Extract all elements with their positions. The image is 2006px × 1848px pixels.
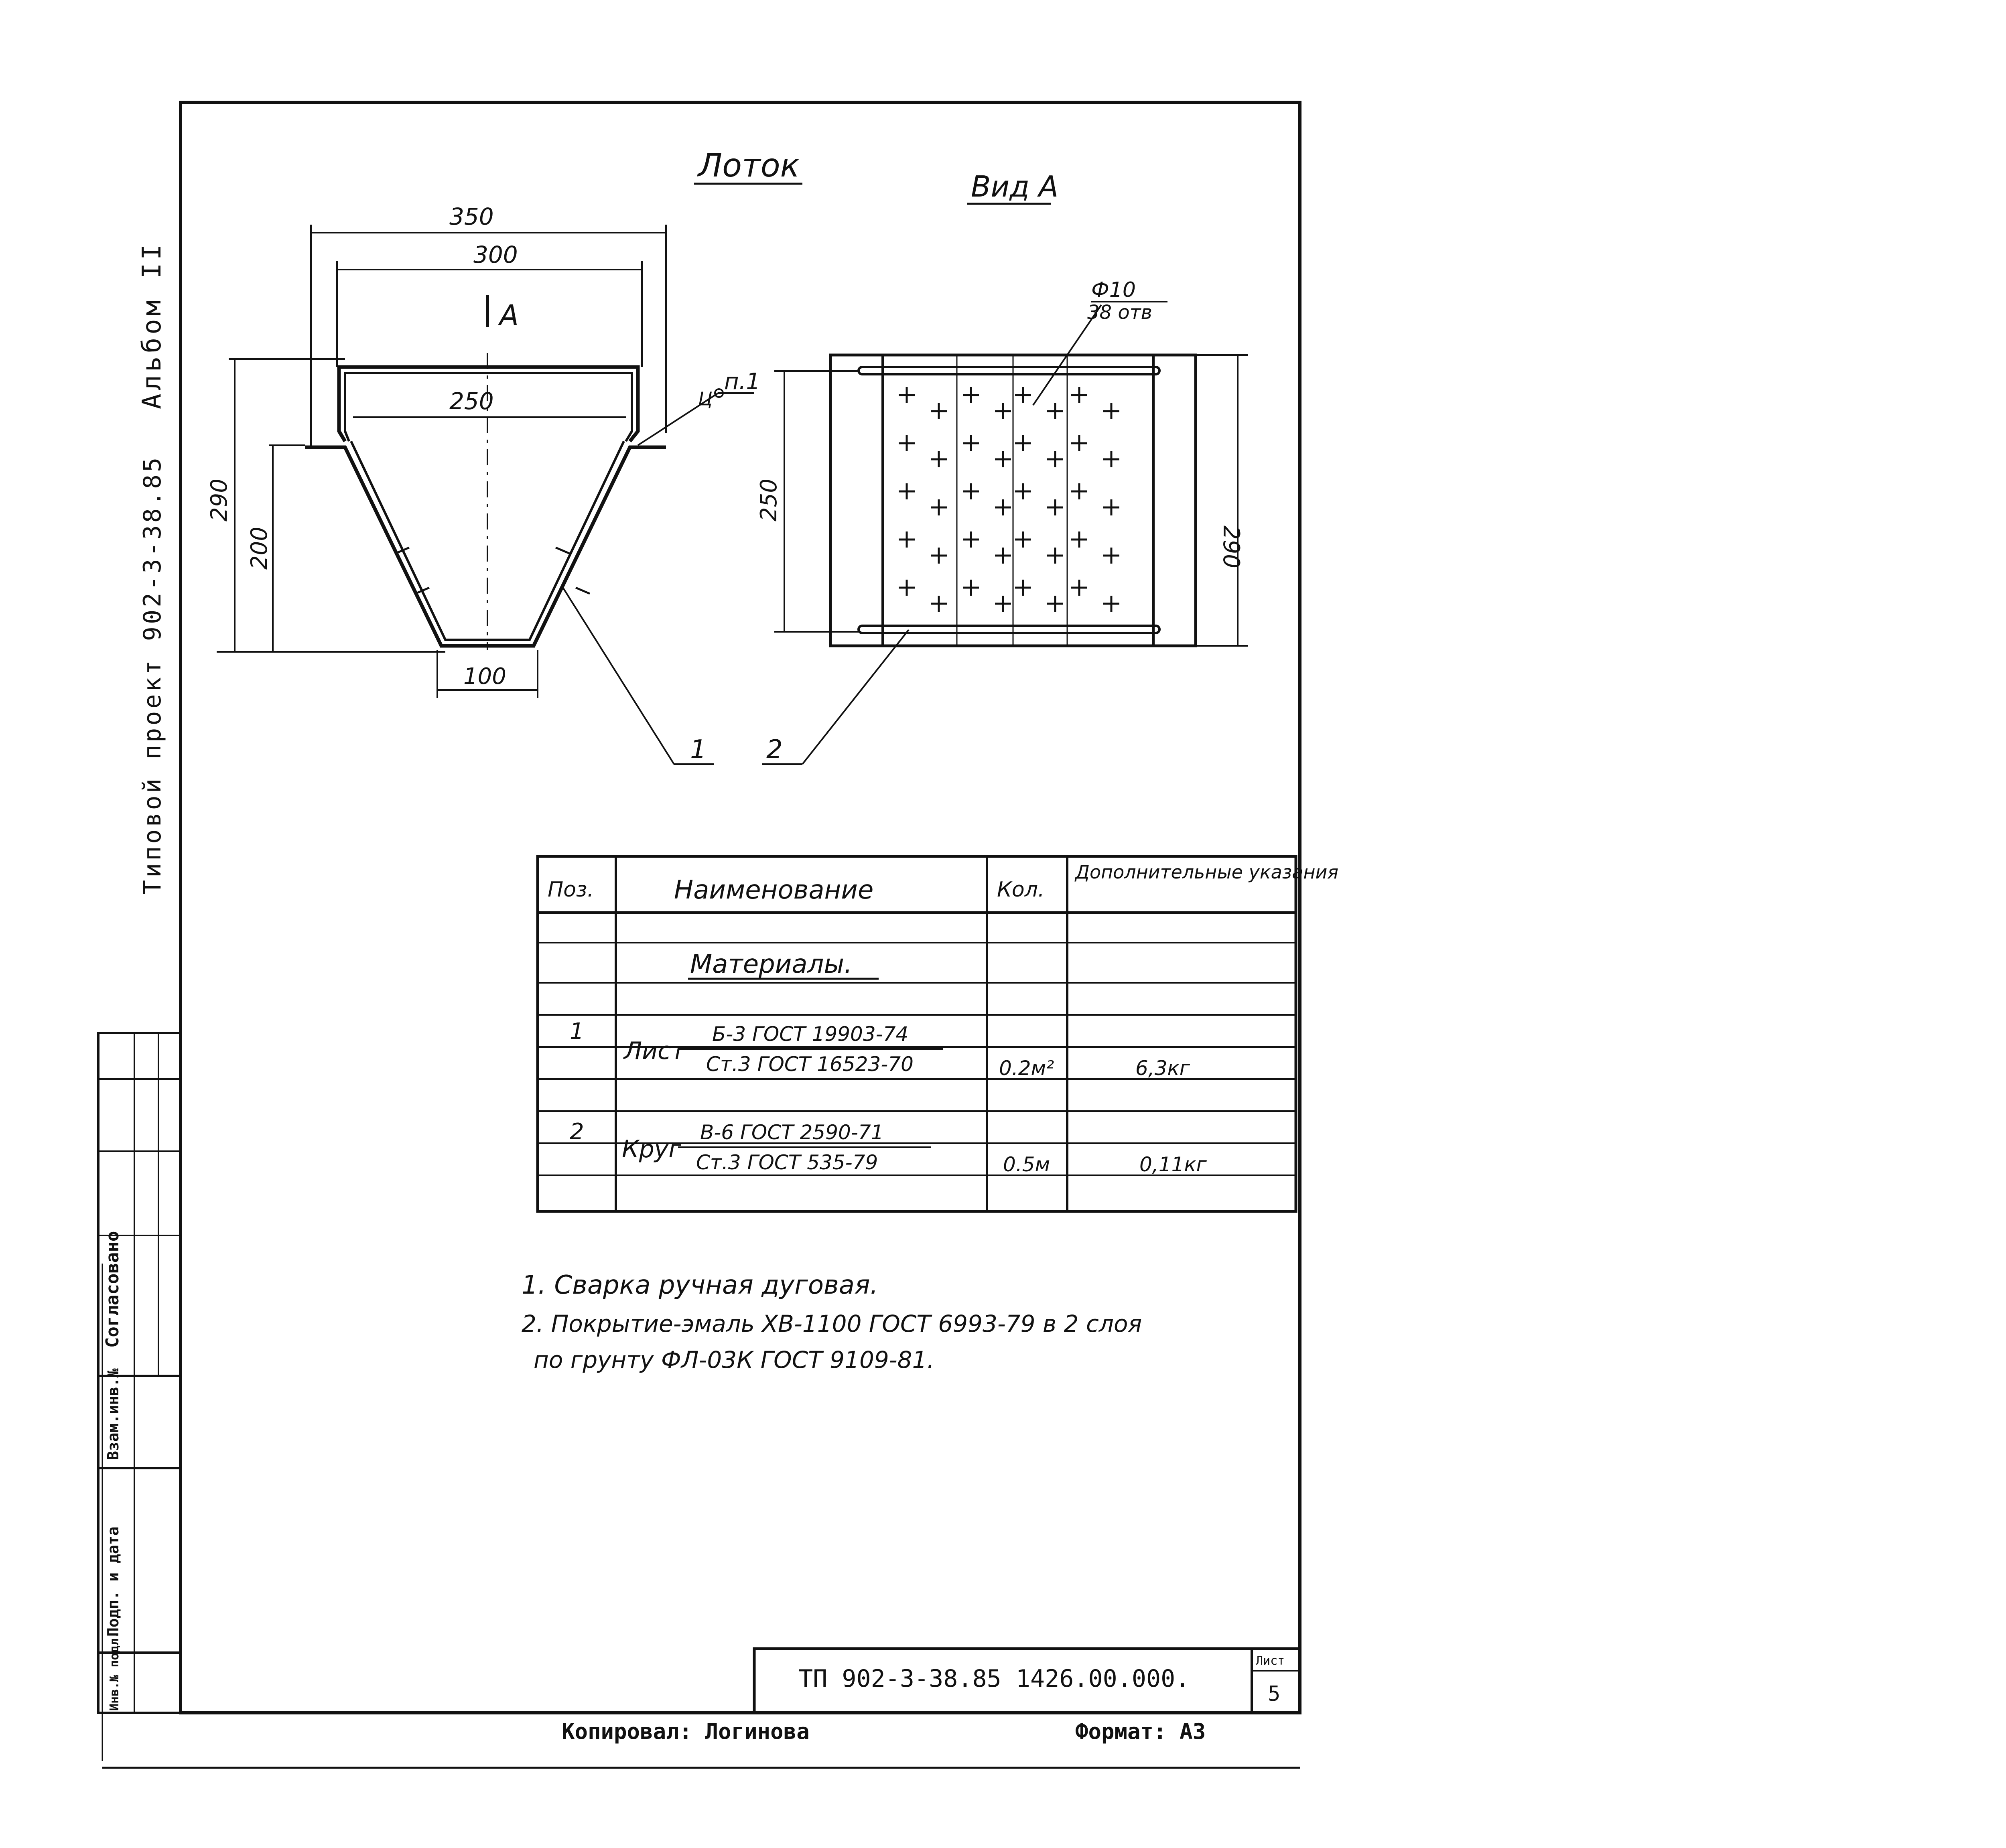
header-name: Наименование: [674, 875, 874, 905]
dim-290-view: 290: [1218, 525, 1244, 568]
item-2-denominator: Ст.3 ГОСТ 535-79: [696, 1151, 878, 1174]
project-label: Типовой проект 902-3-38.85: [138, 455, 166, 895]
item-2-qty: 0.5м: [1003, 1153, 1050, 1176]
spec-table: [538, 856, 1338, 1211]
rod-bottom: [859, 626, 1159, 633]
rod-diameter: Ф10: [1091, 278, 1136, 302]
tray-profile: [305, 447, 666, 646]
header-pos: Поз.: [548, 878, 594, 902]
item-1-extra: 6,3кг: [1135, 1057, 1190, 1080]
album-label: Альбом II: [137, 241, 167, 409]
item-2-numerator: В-6 ГОСТ 2590-71: [700, 1121, 884, 1144]
left-strip: [98, 1033, 181, 1713]
tray-section: [206, 147, 802, 765]
rod-holes: 38 отв: [1087, 301, 1152, 324]
note-ref: п.1: [724, 369, 761, 395]
view-a: [756, 170, 1248, 765]
item-1-qty: 0.2м²: [999, 1057, 1054, 1080]
note-1: 1. Сварка ручная дуговая.: [522, 1270, 878, 1300]
header-extra: Дополнительные указания: [1075, 861, 1339, 883]
item-2-extra: 0,11кг: [1139, 1153, 1207, 1176]
strip-sign-date: Подп. и дата: [104, 1526, 122, 1637]
callout-2: 2: [766, 735, 783, 765]
dim-100: 100: [463, 663, 506, 690]
rod-top: [859, 367, 1159, 374]
item-1-numerator: Б-3 ГОСТ 19903-74: [712, 1022, 909, 1046]
callout-1: 1: [690, 735, 707, 765]
item-1-pos: 1: [570, 1018, 584, 1045]
copied-by: Копировал: Логинова: [562, 1719, 810, 1744]
sheet-label: Лист: [1256, 1654, 1285, 1668]
header-qty: Кол.: [997, 878, 1045, 902]
tray-title: Лоток: [698, 147, 800, 184]
dim-250-top: 250: [449, 387, 494, 415]
dim-200: 200: [246, 527, 272, 570]
item-1-denominator: Ст.3 ГОСТ 16523-70: [706, 1053, 914, 1076]
section-mark-a: А: [499, 299, 519, 332]
item-1-name: Лист: [624, 1037, 685, 1065]
format-label: Формат: А3: [1075, 1719, 1206, 1744]
view-title: Вид А: [971, 170, 1059, 203]
note-2: 2. Покрытие-эмаль ХВ-1100 ГОСТ 6993-79 в 2 слоя: [522, 1310, 1142, 1337]
dim-350: 350: [449, 203, 494, 230]
notes: [522, 1270, 1142, 1373]
strip-inv-orig: Инв.№ подл.: [108, 1631, 122, 1711]
section-title: Материалы.: [690, 949, 853, 979]
sheet-number: 5: [1268, 1682, 1281, 1706]
weld-mark: Ц: [698, 388, 713, 410]
strip-replace-inv: Взам.инв.№: [104, 1368, 122, 1460]
note-3: по грунту ФЛ-03К ГОСТ 9109-81.: [534, 1346, 934, 1373]
strip-agreed: Согласовано: [102, 1231, 123, 1348]
drawing-frame: [181, 102, 1300, 1713]
hole-pattern: [899, 387, 1119, 612]
stamp-code: ТП 902-3-38.85 1426.00.000.: [798, 1665, 1190, 1693]
dim-290-left: 290: [206, 479, 232, 521]
dim-250-view: 250: [756, 479, 782, 521]
item-2-pos: 2: [570, 1119, 584, 1145]
item-2-name: Круг: [622, 1135, 681, 1163]
title-stamp: [562, 1649, 1300, 1744]
dim-300: 300: [473, 241, 518, 268]
